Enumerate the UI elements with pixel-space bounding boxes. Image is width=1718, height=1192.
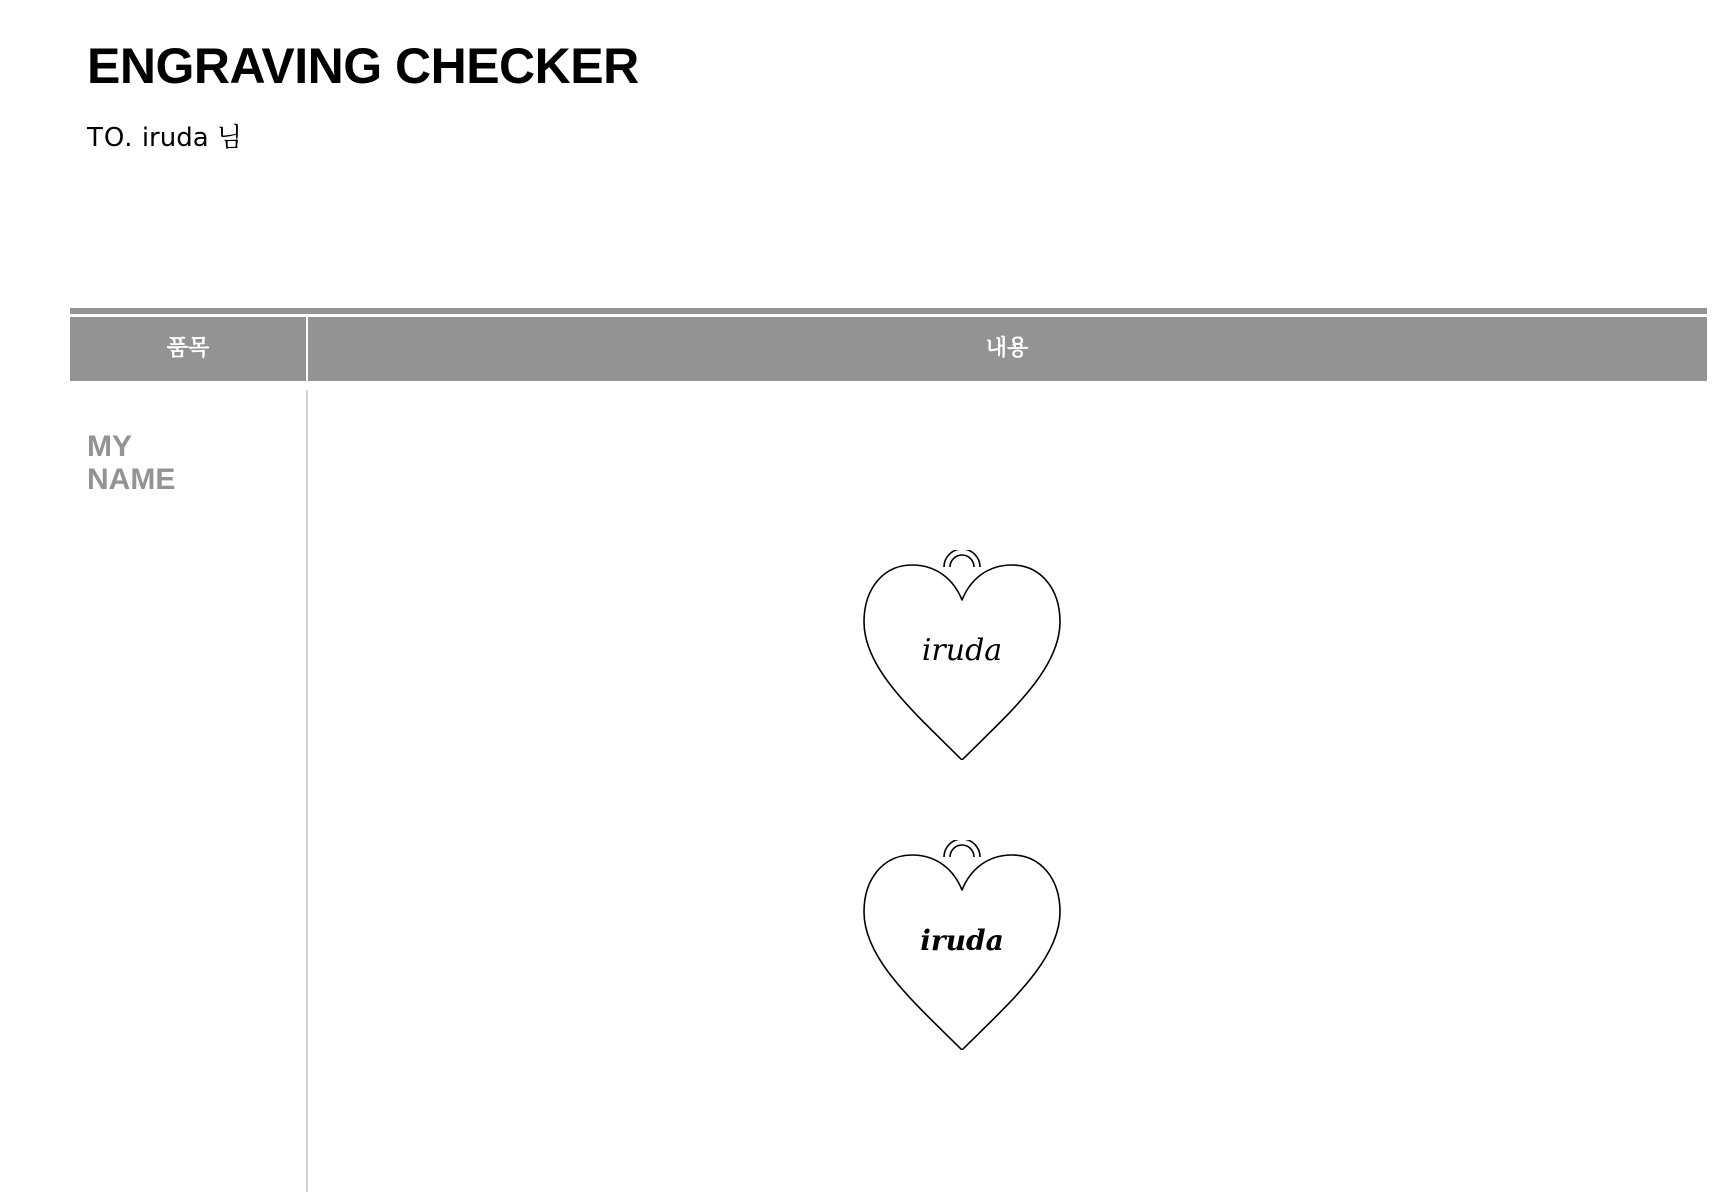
row-label-line1: MY (87, 430, 132, 463)
column-divider (306, 390, 308, 1192)
recipient-line (87, 122, 242, 154)
engraving-text-script: iruda (921, 633, 1003, 668)
column-header-content: 내용 (985, 336, 1029, 361)
column-header-item: 품목 (166, 336, 210, 361)
row-label-line2: NAME (87, 463, 176, 496)
table-header (70, 317, 1707, 381)
recipient-name: iruda 님 (141, 123, 243, 153)
heart-charm-preview-script (862, 550, 1062, 760)
page-title: ENGRAVING CHECKER (87, 38, 639, 94)
heart-charm-preview-bold-script (862, 840, 1062, 1050)
row-label-my-name (87, 430, 287, 496)
engraving-text-bold-script: iruda (920, 924, 1004, 957)
table-top-rule (70, 308, 1707, 314)
recipient-prefix: TO. (87, 123, 134, 153)
